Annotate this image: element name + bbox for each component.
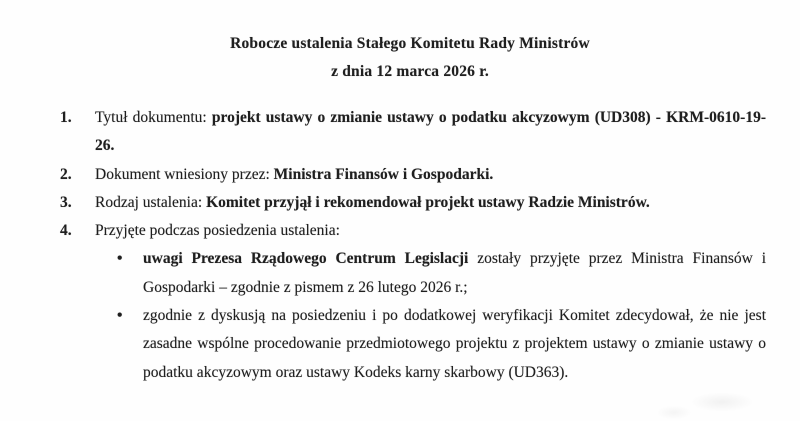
title-line-2: z dnia 12 marca 2026 r.	[331, 63, 489, 80]
item-number-1: 1.	[60, 109, 72, 126]
item-number-4: 4.	[60, 222, 72, 240]
item-3-text-bold: Komitet przyjął i rekomendował projekt ustawy Radzie Ministrów.	[206, 193, 650, 211]
bullet-item-2	[60, 302, 766, 387]
item-number-3: 3.	[60, 193, 72, 211]
item-1-text-regular: Tytuł dokumentu:	[95, 109, 212, 126]
item-number-2: 2.	[60, 165, 72, 183]
item-1-text-bold: projekt ustawy o zmianie ustawy o podatku akcyzowym (UD308) - KRM-0610-19-26.	[95, 109, 766, 155]
item-4-text-regular: Przyjęte podczas posiedzenia ustalenia:	[95, 222, 340, 240]
bullet-marker-icon: •	[117, 250, 123, 268]
item-3-text-regular: Rodzaj ustalenia:	[95, 193, 207, 211]
list-item-4	[60, 217, 766, 245]
bullet-1-text-regular: zostały przyjęte przez Ministra Finansów i Gospodarki – zgodnie z pismem z 26 lutego 2026 r.;	[143, 250, 767, 296]
bullet-marker-icon: •	[117, 307, 123, 325]
bullet-item-1	[60, 245, 766, 302]
bullet-1-text-bold: uwagi Prezesa Rządowego Centrum Legislacji	[143, 250, 469, 268]
item-2-text-bold: Ministra Finansów i Gospodarki.	[273, 165, 494, 183]
list-item-2	[60, 161, 766, 189]
list-item-3	[60, 189, 766, 217]
document-title	[20, 30, 800, 86]
numbered-list	[60, 104, 766, 387]
bullet-2-text-regular: zgodnie z dyskusją na posiedzeniu i po dodatkowej weryfikacji Komitet zdecydował, że nie jest zasadne wspólne procedowanie przedmiotowego projektu z projektem ustawy o zmianie ustawy o podatku akcyzowym oraz ustawy Kodeks karny skarbowy (UD363).	[143, 307, 766, 381]
list-item-1	[60, 104, 766, 161]
title-line-1: Robocze ustalenia Stałego Komitetu Rady Ministrów	[230, 35, 590, 52]
item-2-text-regular: Dokument wniesiony przez:	[95, 165, 274, 183]
